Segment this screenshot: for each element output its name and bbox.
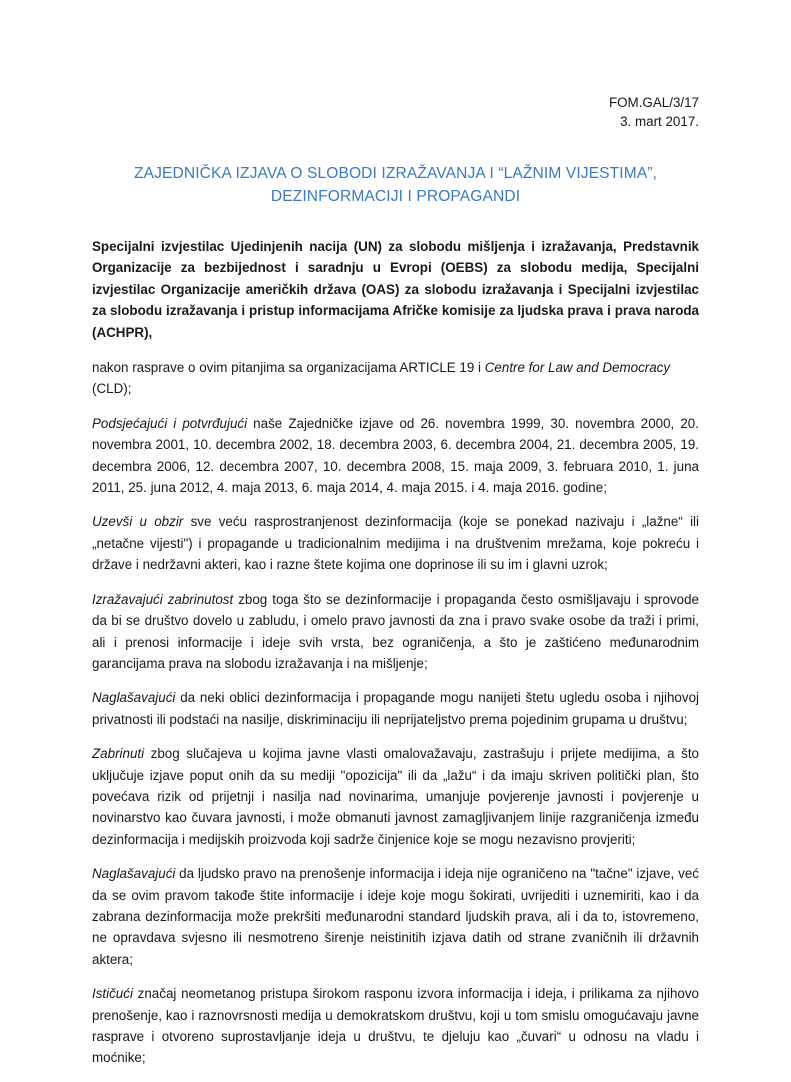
paragraph-text: značaj neometanog pristupa širokom rasponu izvora informacija i ideja, i prilikama za njihovo prenošenje, kao i raznovrsnosti medija u demokratskom društvu, koji u tom smislu omogućavaju javne rasprave i otvoreno suprostavljanje ideja u društvu, te djeluju kao „čuvari“ u odnosu na vladu i moćnike; [92, 986, 699, 1066]
title-line-2: DEZINFORMACIJI I PROPAGANDI [270, 188, 521, 205]
paragraph-lead: Naglašavajući [92, 866, 176, 882]
paragraph-emphasizing-harm [92, 687, 699, 730]
paragraph-lead: Naglašavajući [92, 690, 176, 706]
paragraph-text: zbog slučajeva u kojima javne vlasti omalovažavaju, zastrašuju i prijete medijima, a što uključuje izjave poput onih da su mediji "opozicija" ili da „lažu“ i da imaju skriven politički plan, što povećava rizik od prijetnji i nasilja nad novinarima, umanjuje povjerenje javnosti i povjerenje u novinarstvo kao čuvara javnosti, i može obmanuti javnost zamagljivanjem linije razgraničenja između dezinformacija i medijskih proizvoda koji sadrže činjenice koje se mogu nezavisno provjeriti; [92, 746, 699, 847]
paragraph-text: naše Zajedničke izjave od 26. novembra 1999, 30. novembra 2000, 20. novembra 2001, 10. decembra 2002, 18. decembra 2003, 6. decembra 2004, 21. decembra 2005, 19. decembra 2006, 12. decembra 2007, 10. decembra 2008, 15. maja 2009, 3. februara 2010, 1. juna 2011, 25. juna 2012, 4. maja 2013, 6. maja 2014, 4. maja 2015. i 4. maja 2016. godine; [92, 415, 699, 496]
paragraph-highlighting [92, 983, 699, 1069]
title-line-1: ZAJEDNIČKA IZJAVA O SLOBODI IZRAŽAVANJA I “LAŽNIM VIJESTIMA”, [133, 165, 658, 182]
document-title [92, 162, 699, 208]
paragraph-discussion [92, 357, 699, 400]
paragraph-lead: Izražavajući zabrinutost [92, 591, 234, 607]
paragraph-lead: Zabrinuti [92, 746, 145, 762]
paragraph-recalling [92, 413, 699, 499]
paragraph-text: (CLD); [92, 381, 132, 397]
paragraph-concerned [92, 743, 699, 850]
paragraph-text: zbog toga što se dezinformacije i propaganda često osmišljavaju i sprovode da bi se društvo dovelo u zabludu, i omelo pravo javnosti da zna i pravo svake osobe da traži i primi, ali i prenosi informacije i ideje svih vrsta, bez ograničenja, a što je zaštićeno međunarodnim garancijama prava na slobodu izražavanja i na mišljenje; [92, 591, 699, 671]
document-date: 3. mart 2017. [620, 114, 699, 129]
paragraph-text: sve veću rasprostranjenost dezinformacija (koje se ponekad nazivaju i „lažne“ ili „netačne vijesti") i propagande u tradicionalnim medijima i na društvenim mrežama, koje pokreću i države i nedržavni akteri, kao i razne štete kojima one doprinose ili su im i glavni uzrok; [92, 514, 700, 573]
document-reference-block [609, 93, 699, 131]
paragraph-text: da neki oblici dezinformacija i propagande mogu nanijeti štetu ugledu osoba i njihovoj privatnosti ili podstaći na nasilje, diskriminaciju ili neprijateljstvo prema pojedinim grupama u društvu; [92, 690, 699, 727]
document-body [92, 236, 699, 1082]
paragraph-lead: Ističući [92, 986, 133, 1002]
paragraph-emphasizing-rights [92, 863, 699, 970]
organization-name: Centre for Law and Democracy [484, 360, 671, 376]
paragraph-text: da ljudsko pravo na prenošenje informacija i ideja nije ograničeno na "tačne" izjave, već da se ovim pravom takođe štite informacije i ideje koje mogu šokirati, uvrijediti i uznemiriti, kao i da zabrana dezinformacija može prekršiti međunarodni standard ljudskih prava, ali i da to, istovremeno, ne opravdava svjesno ili nesmotreno širenje neistinitih izjava datih od strane zvaničnih ili državnih aktera; [92, 866, 699, 967]
document-reference-number: FOM.GAL/3/17 [608, 95, 699, 110]
paragraph-concern [92, 589, 699, 675]
paragraph-taking-into-account [92, 511, 699, 575]
paragraph-lead: Uzevši u obzir [92, 514, 184, 530]
paragraph-text: nakon rasprave o ovim pitanjima sa organizacijama ARTICLE 19 i [92, 360, 485, 376]
intro-paragraph: Specijalni izvjestilac Ujedinjenih nacija (UN) za slobodu mišljenja i izražavanja, Predstavnik Organizacije za bezbijednost i saradnju u Evropi (OEBS) za slobodu medija, Specijalni izvjestilac Organizacije američkih država (OAS) za slobodu izražavanja i Specijalni izvjestilac za slobodu izražavanja i pristup informacijama Afričke komisije za ljudska prava i prava naroda (ACHPR), [92, 239, 699, 340]
paragraph-lead: Podsjećajući i potvrđujući [92, 415, 248, 431]
